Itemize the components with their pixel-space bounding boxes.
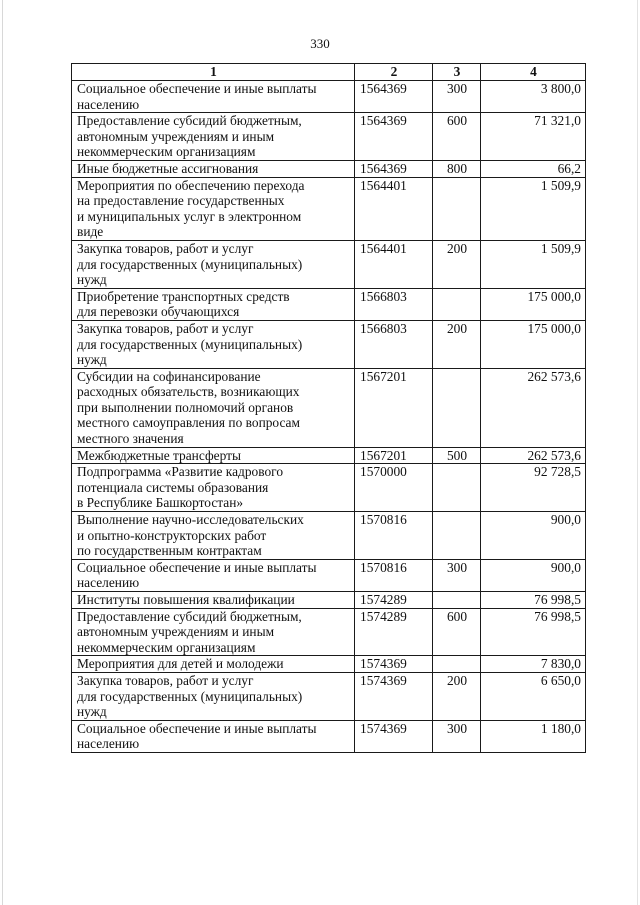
row-code: 1566803 [355, 320, 433, 368]
table-row [72, 240, 586, 288]
budget-table [71, 63, 586, 753]
row-expense-type: 300 [433, 720, 481, 752]
table-row [72, 720, 586, 752]
row-name: Предоставление субсидий бюджетным, автономным учреждениям и иным некоммерческим организациям [72, 608, 355, 656]
table-row [72, 447, 586, 464]
header-col-4: 4 [481, 64, 586, 81]
row-amount: 76 998,5 [481, 608, 586, 656]
row-code: 1564369 [355, 81, 433, 113]
table-row [72, 288, 586, 320]
table-row [72, 160, 586, 177]
row-amount: 7 830,0 [481, 656, 586, 673]
table-row [72, 464, 586, 512]
row-amount: 900,0 [481, 512, 586, 560]
row-amount: 262 573,6 [481, 447, 586, 464]
row-expense-type: 200 [433, 240, 481, 288]
row-code: 1566803 [355, 288, 433, 320]
row-name: Социальное обеспечение и иные выплаты населению [72, 81, 355, 113]
row-expense-type [433, 592, 481, 609]
header-col-1: 1 [72, 64, 355, 81]
table-body [72, 81, 586, 753]
table-row [72, 177, 586, 240]
row-expense-type [433, 656, 481, 673]
row-expense-type [433, 177, 481, 240]
row-code: 1574289 [355, 608, 433, 656]
row-expense-type: 200 [433, 320, 481, 368]
row-amount: 1 180,0 [481, 720, 586, 752]
row-code: 1570816 [355, 559, 433, 591]
row-amount: 175 000,0 [481, 288, 586, 320]
table-row [72, 559, 586, 591]
row-name: Подпрограмма «Развитие кадрового потенциала системы образования в Республике Башкортостан» [72, 464, 355, 512]
row-name: Предоставление субсидий бюджетным, автономным учреждениям и иным некоммерческим организациям [72, 113, 355, 161]
table-row [72, 592, 586, 609]
row-amount: 71 321,0 [481, 113, 586, 161]
row-code: 1567201 [355, 368, 433, 447]
row-expense-type: 300 [433, 559, 481, 591]
row-expense-type [433, 288, 481, 320]
table-row [72, 320, 586, 368]
row-amount: 6 650,0 [481, 672, 586, 720]
row-amount: 92 728,5 [481, 464, 586, 512]
row-amount: 262 573,6 [481, 368, 586, 447]
row-name: Межбюджетные трансферты [72, 447, 355, 464]
row-name: Институты повышения квалификации [72, 592, 355, 609]
row-name: Закупка товаров, работ и услуг для государственных (муниципальных) нужд [72, 240, 355, 288]
row-amount: 1 509,9 [481, 177, 586, 240]
row-name: Субсидии на софинансирование расходных обязательств, возникающих при выполнении полномочий органов местного самоуправления по вопросам местного значения [72, 368, 355, 447]
row-amount: 1 509,9 [481, 240, 586, 288]
row-name: Закупка товаров, работ и услуг для государственных (муниципальных) нужд [72, 672, 355, 720]
row-expense-type [433, 368, 481, 447]
row-expense-type [433, 512, 481, 560]
row-expense-type: 200 [433, 672, 481, 720]
row-amount: 3 800,0 [481, 81, 586, 113]
scan-edge-right [637, 0, 638, 905]
row-expense-type: 300 [433, 81, 481, 113]
row-code: 1567201 [355, 447, 433, 464]
row-name: Приобретение транспортных средств для перевозки обучающихся [72, 288, 355, 320]
table-row [72, 368, 586, 447]
row-code: 1574369 [355, 720, 433, 752]
page-number: 330 [310, 36, 330, 51]
row-name: Закупка товаров, работ и услуг для государственных (муниципальных) нужд [72, 320, 355, 368]
row-name: Социальное обеспечение и иные выплаты населению [72, 559, 355, 591]
row-amount: 66,2 [481, 160, 586, 177]
row-expense-type: 600 [433, 113, 481, 161]
row-expense-type [433, 464, 481, 512]
table-row [72, 512, 586, 560]
row-expense-type: 800 [433, 160, 481, 177]
row-code: 1564401 [355, 240, 433, 288]
table-row [72, 81, 586, 113]
header-row [72, 64, 586, 81]
row-name: Мероприятия для детей и молодежи [72, 656, 355, 673]
row-expense-type: 500 [433, 447, 481, 464]
row-name: Иные бюджетные ассигнования [72, 160, 355, 177]
row-name: Мероприятия по обеспечению перехода на предоставление государственных и муниципальных услуг в электронном виде [72, 177, 355, 240]
row-amount: 76 998,5 [481, 592, 586, 609]
scan-edge-left [2, 0, 3, 905]
header-col-2: 2 [355, 64, 433, 81]
row-amount: 900,0 [481, 559, 586, 591]
table-row [72, 113, 586, 161]
table-row [72, 656, 586, 673]
row-code: 1574289 [355, 592, 433, 609]
row-code: 1564369 [355, 160, 433, 177]
header-col-3: 3 [433, 64, 481, 81]
row-code: 1574369 [355, 672, 433, 720]
row-expense-type: 600 [433, 608, 481, 656]
row-code: 1564369 [355, 113, 433, 161]
row-code: 1564401 [355, 177, 433, 240]
row-name: Социальное обеспечение и иные выплаты населению [72, 720, 355, 752]
row-name: Выполнение научно-исследовательских и опытно-конструкторских работ по государственным контрактам [72, 512, 355, 560]
row-code: 1574369 [355, 656, 433, 673]
row-amount: 175 000,0 [481, 320, 586, 368]
row-code: 1570000 [355, 464, 433, 512]
table-row [72, 608, 586, 656]
row-code: 1570816 [355, 512, 433, 560]
table-row [72, 672, 586, 720]
